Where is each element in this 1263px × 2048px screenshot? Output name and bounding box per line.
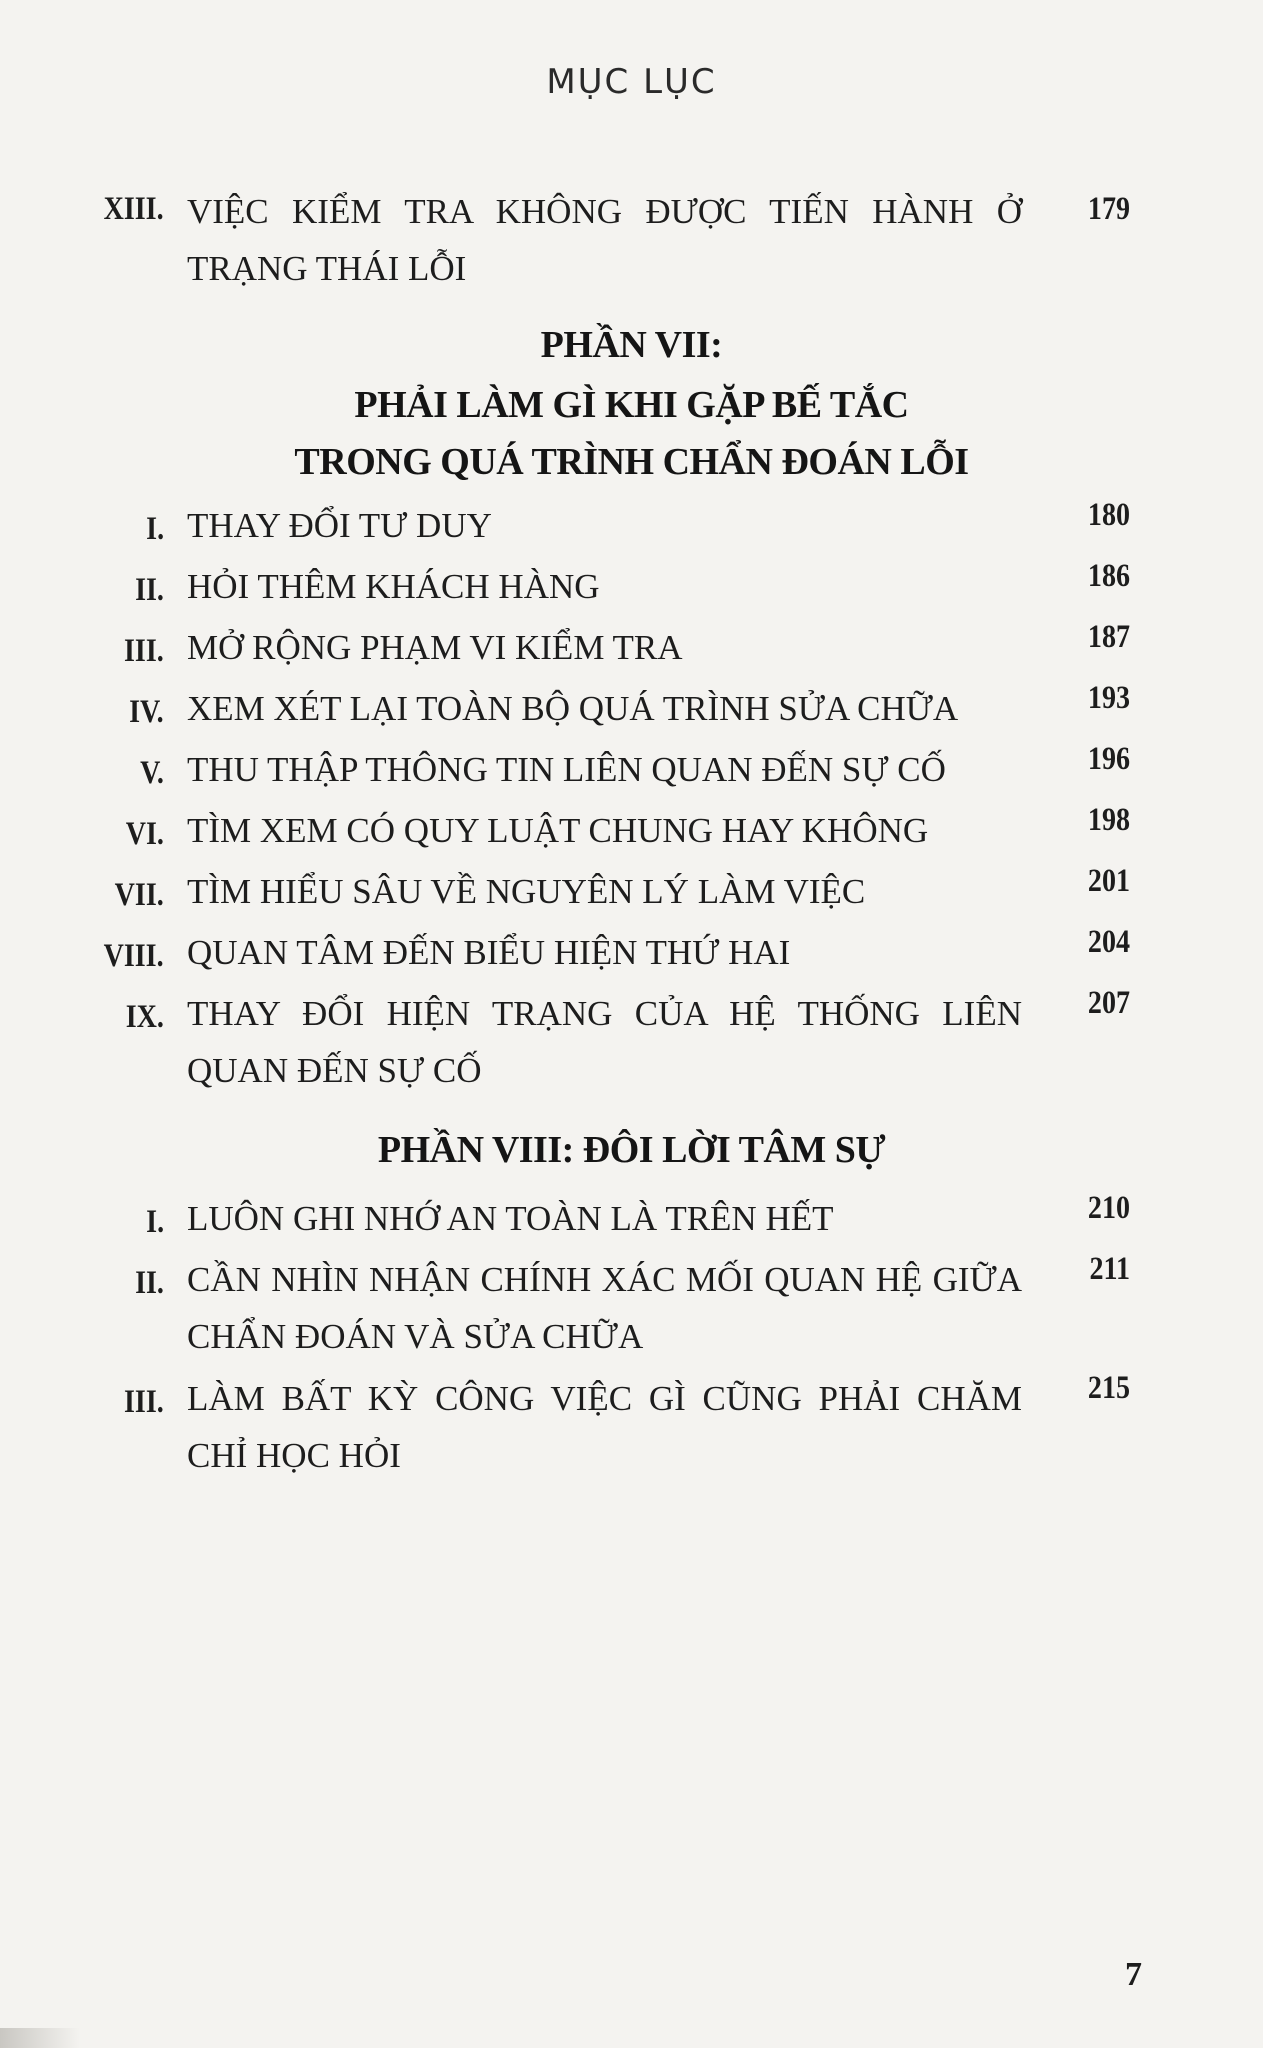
part-title-line-2: TRONG QUÁ TRÌNH CHẨN ĐOÁN LỖI [294, 441, 969, 483]
entry-page: 210 [1087, 1190, 1130, 1226]
entry-title: VIỆC KIỂM TRA KHÔNG ĐƯỢC TIẾN HÀNH Ở TRẠNG THÁI LỖI [187, 192, 1022, 288]
entry-title: HỎI THÊM KHÁCH HÀNG [187, 567, 600, 606]
entry-page: 196 [1087, 741, 1130, 777]
part-title-line-1: PHẢI LÀM GÌ KHI GẶP BẾ TẮC [354, 384, 909, 426]
entry-number: IX. [125, 999, 164, 1035]
entry-number: VII. [114, 877, 164, 913]
entry-page: 204 [1087, 924, 1130, 960]
entry-number: I. [146, 1204, 164, 1240]
entry-page: 211 [1089, 1251, 1130, 1287]
entry-title: LUÔN GHI NHỚ AN TOÀN LÀ TRÊN HẾT [187, 1199, 834, 1238]
entry-page: 193 [1087, 680, 1130, 716]
part-heading: PHẦN VII: [540, 324, 723, 366]
entry-number: I. [146, 511, 164, 547]
entry-number: II. [135, 572, 164, 608]
entry-page: 187 [1087, 619, 1130, 655]
entry-page: 180 [1087, 497, 1130, 533]
entry-title: QUAN TÂM ĐẾN BIỂU HIỆN THỨ HAI [187, 933, 791, 972]
entry-title: THU THẬP THÔNG TIN LIÊN QUAN ĐẾN SỰ CỐ [187, 750, 946, 789]
entry-page: 198 [1087, 802, 1130, 838]
page-number: 7 [1125, 1956, 1142, 1993]
entry-number: II. [135, 1265, 164, 1301]
entry-number: XIII. [103, 191, 164, 227]
entry-title: TÌM HIỂU SÂU VỀ NGUYÊN LÝ LÀM VIỆC [187, 872, 866, 911]
scan-shadow [0, 2028, 80, 2048]
entry-page: 179 [1087, 191, 1130, 227]
entry-title: XEM XÉT LẠI TOÀN BỘ QUÁ TRÌNH SỬA CHỮA [187, 689, 959, 728]
entry-number: III. [124, 1384, 164, 1420]
entry-page: 207 [1087, 985, 1130, 1021]
entry-title: CẦN NHÌN NHẬN CHÍNH XÁC MỐI QUAN HỆ GIỮA CHẨN ĐOÁN VÀ SỬA CHỮA [187, 1260, 1022, 1356]
entry-title: MỞ RỘNG PHẠM VI KIỂM TRA [187, 628, 683, 667]
entry-number: VIII. [103, 938, 164, 974]
entry-title: LÀM BẤT KỲ CÔNG VIỆC GÌ CŨNG PHẢI CHĂM CHỈ HỌC HỎI [187, 1379, 1022, 1475]
entry-page: 186 [1087, 558, 1130, 594]
entry-page: 215 [1087, 1370, 1130, 1406]
entry-title: TÌM XEM CÓ QUY LUẬT CHUNG HAY KHÔNG [187, 811, 929, 850]
entry-number: V. [140, 755, 164, 791]
entry-page: 201 [1087, 863, 1130, 899]
entry-number: VI. [125, 816, 164, 852]
entry-number: III. [124, 633, 164, 669]
part-heading: PHẦN VIII: ĐÔI LỜI TÂM SỰ [377, 1129, 886, 1171]
entry-title: THAY ĐỔI HIỆN TRẠNG CỦA HỆ THỐNG LIÊN QUAN ĐẾN SỰ CỐ [187, 994, 1022, 1090]
entry-title: THAY ĐỔI TƯ DUY [187, 506, 492, 545]
entry-number: IV. [129, 694, 164, 730]
running-head: MỤC LỤC [546, 62, 717, 102]
